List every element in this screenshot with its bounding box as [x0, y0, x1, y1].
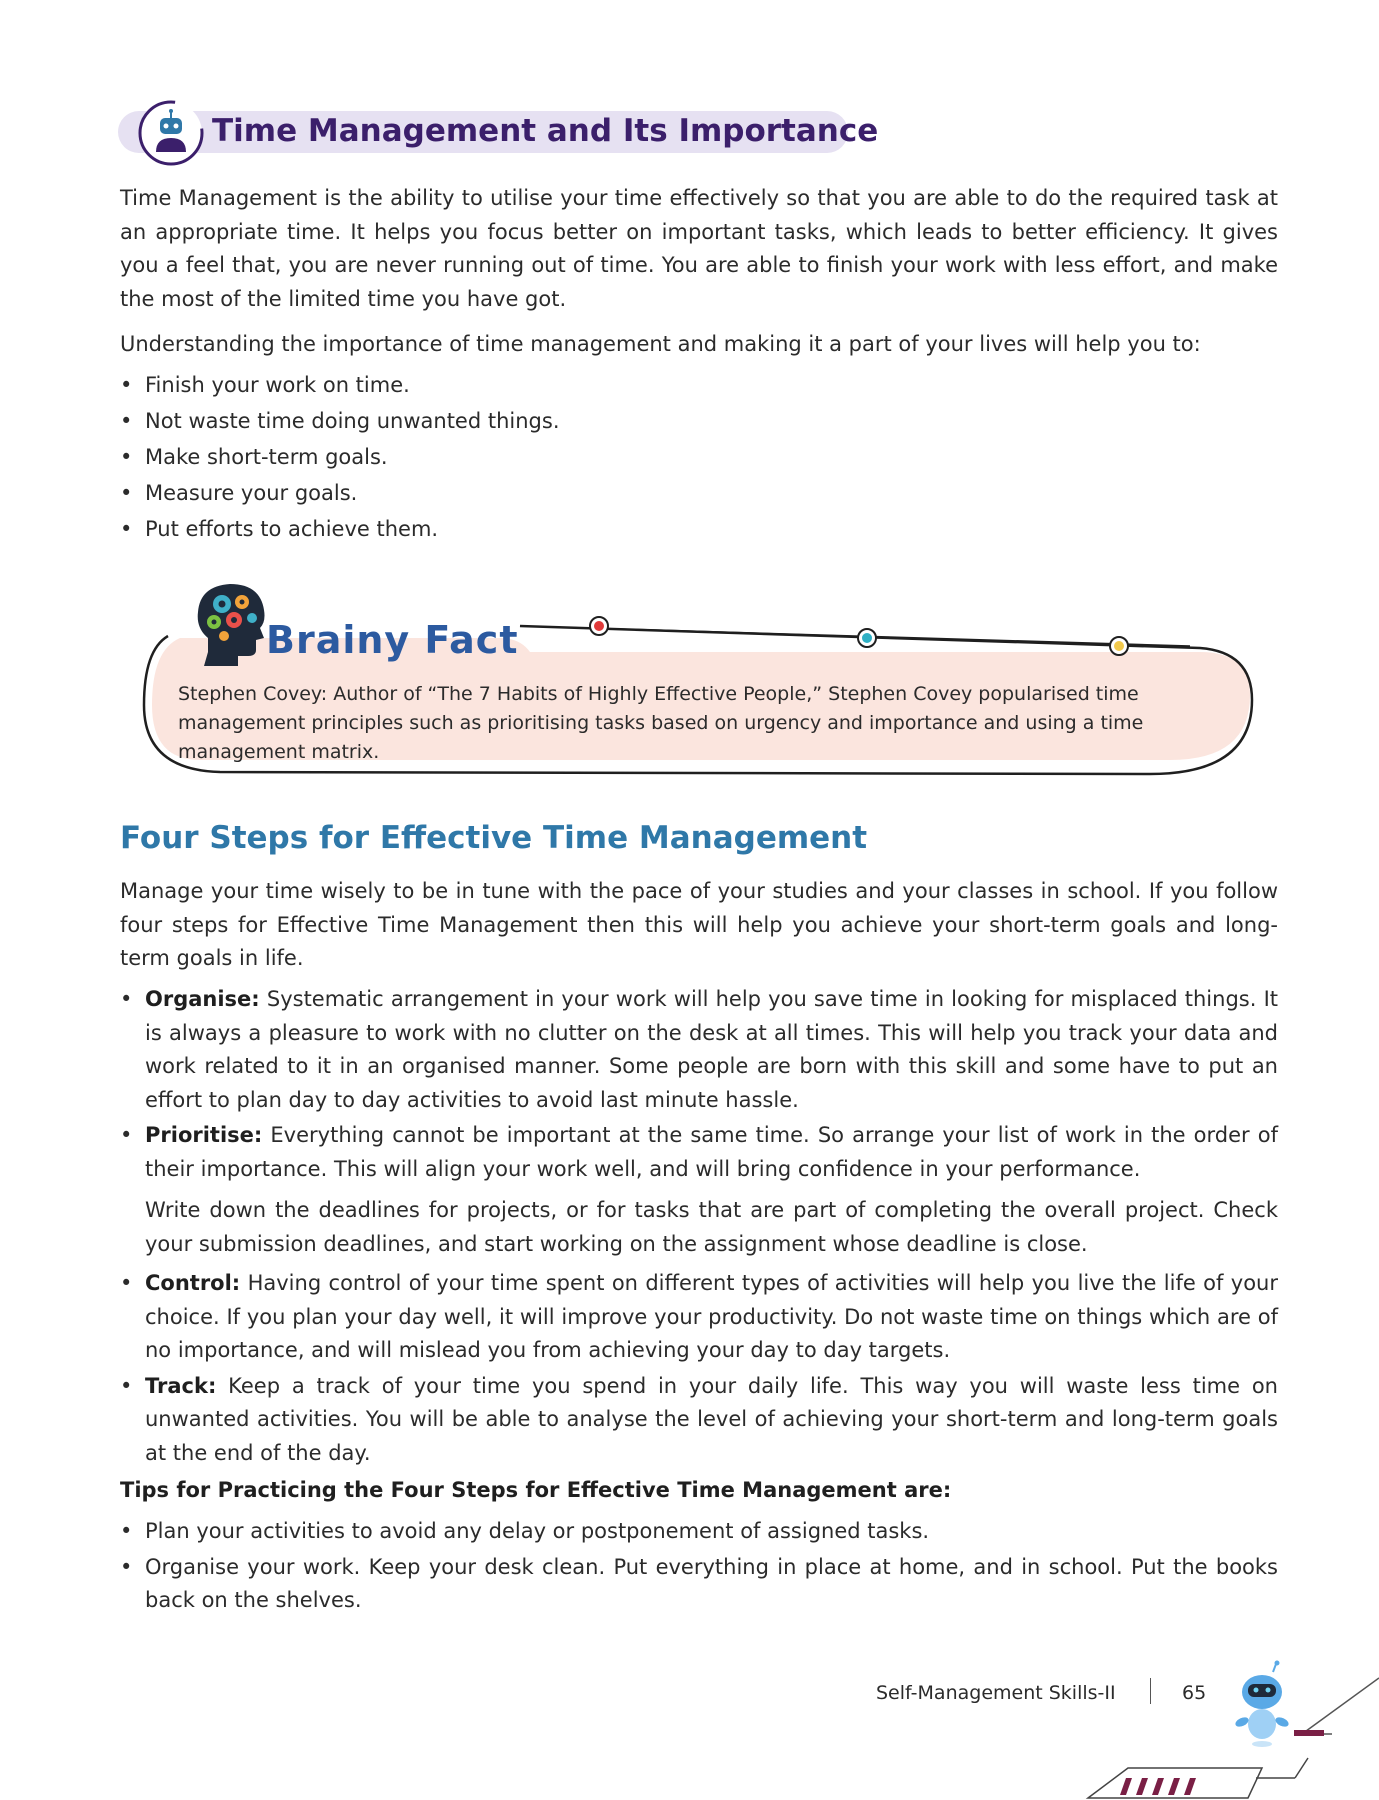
list-item: • Not waste time doing unwanted things.: [120, 403, 1278, 439]
step-track: [120, 1370, 1278, 1471]
step-text: Systematic arrangement in your work will help you save time in looking for misplaced things. It is always a pleasure to work with no clutter on the desk at all times. This will help you track your data and work related to it in an organised manner. Some people are born with this skill and some have to put an effort to plan day to day activities to avoid last minute hassle.: [145, 987, 1278, 1112]
step-organise: [120, 983, 1278, 1117]
step-text: Keep a track of your time you spend in your daily life. This way you will waste less time on unwanted activities. You will be able to analyse the level of achieving your short-term and long-term goals at the end of the day.: [145, 1373, 1278, 1465]
prioritise-note: Write down the deadlines for projects, or for tasks that are part of completing the overall project. Check your submission deadlines, and start working on the assignment whose deadline is close.: [145, 1198, 1278, 1256]
brainy-fact-title: Brainy Fact: [266, 618, 519, 662]
step-term: Organise:: [145, 987, 260, 1011]
robot-icon: [136, 98, 206, 168]
list-item: • Organise your work. Keep your desk clean. Put everything in place at home, and in school. Put the books back on the shelves.: [120, 1551, 1278, 1618]
step-term: Prioritise:: [145, 1123, 263, 1147]
intro-paragraph: Time Management is the ability to utilise your time effectively so that you are able to do the required task at an appropriate time. It helps you focus better on important tasks, which leads to better efficiency. It gives you a feel that, you are never running out of time. You are able to finish your work with less effort, and make the most of the limited time you have got.: [120, 186, 1278, 311]
list-item: • Put efforts to achieve them.: [120, 511, 1278, 547]
step-term: Control:: [145, 1271, 241, 1295]
steps-list: [120, 983, 1278, 1472]
tips-title: Tips for Practicing the Four Steps for Effective Time Management are:: [120, 1478, 952, 1502]
step-prioritise: [120, 1119, 1278, 1186]
step-text: Everything cannot be important at the same time. So arrange your list of work in the order of their importance. This will align your work well, and will bring confidence in your performance.: [145, 1123, 1278, 1181]
footer-chapter: Self-Management Skills-II: [876, 1682, 1116, 1704]
section-title-time-management: Time Management and Its Importance: [212, 113, 879, 149]
step-control: [120, 1267, 1278, 1368]
list-item: • Measure your goals.: [120, 475, 1278, 511]
list-item: • Make short-term goals.: [120, 439, 1278, 475]
robot-mascot-icon: [1080, 1650, 1379, 1800]
section-title-four-steps: Four Steps for Effective Time Management: [120, 820, 868, 856]
brainy-fact-text: Stephen Covey: Author of “The 7 Habits of Highly Effective People,” Stephen Covey popularised time management principles such as prioritising tasks based on urgency and importance and using a time management matrix.: [178, 683, 1144, 763]
tips-list: [120, 1515, 1278, 1620]
list-item: • Plan your activities to avoid any delay or postponement of assigned tasks.: [120, 1515, 1278, 1549]
brain-gears-icon: [194, 578, 270, 666]
benefits-list: [120, 367, 1278, 547]
list-item: • Finish your work on time.: [120, 367, 1278, 403]
step-text: Having control of your time spent on different types of activities will help you live the life of your choice. If you plan your day well, it will improve your productivity. Do not waste time on things which are of no importance, and will mislead you from achieving your day to day targets.: [145, 1271, 1278, 1362]
page-number: 65: [1182, 1682, 1207, 1704]
step-term: Track:: [145, 1373, 217, 1398]
intro-lead: Understanding the importance of time management and making it a part of your lives will help you to:: [120, 332, 1201, 356]
four-steps-intro: Manage your time wisely to be in tune with the pace of your studies and your classes in school. If you follow four steps for Effective Time Management then this will help you achieve your short-term goals and long-term goals in life.: [120, 879, 1278, 970]
